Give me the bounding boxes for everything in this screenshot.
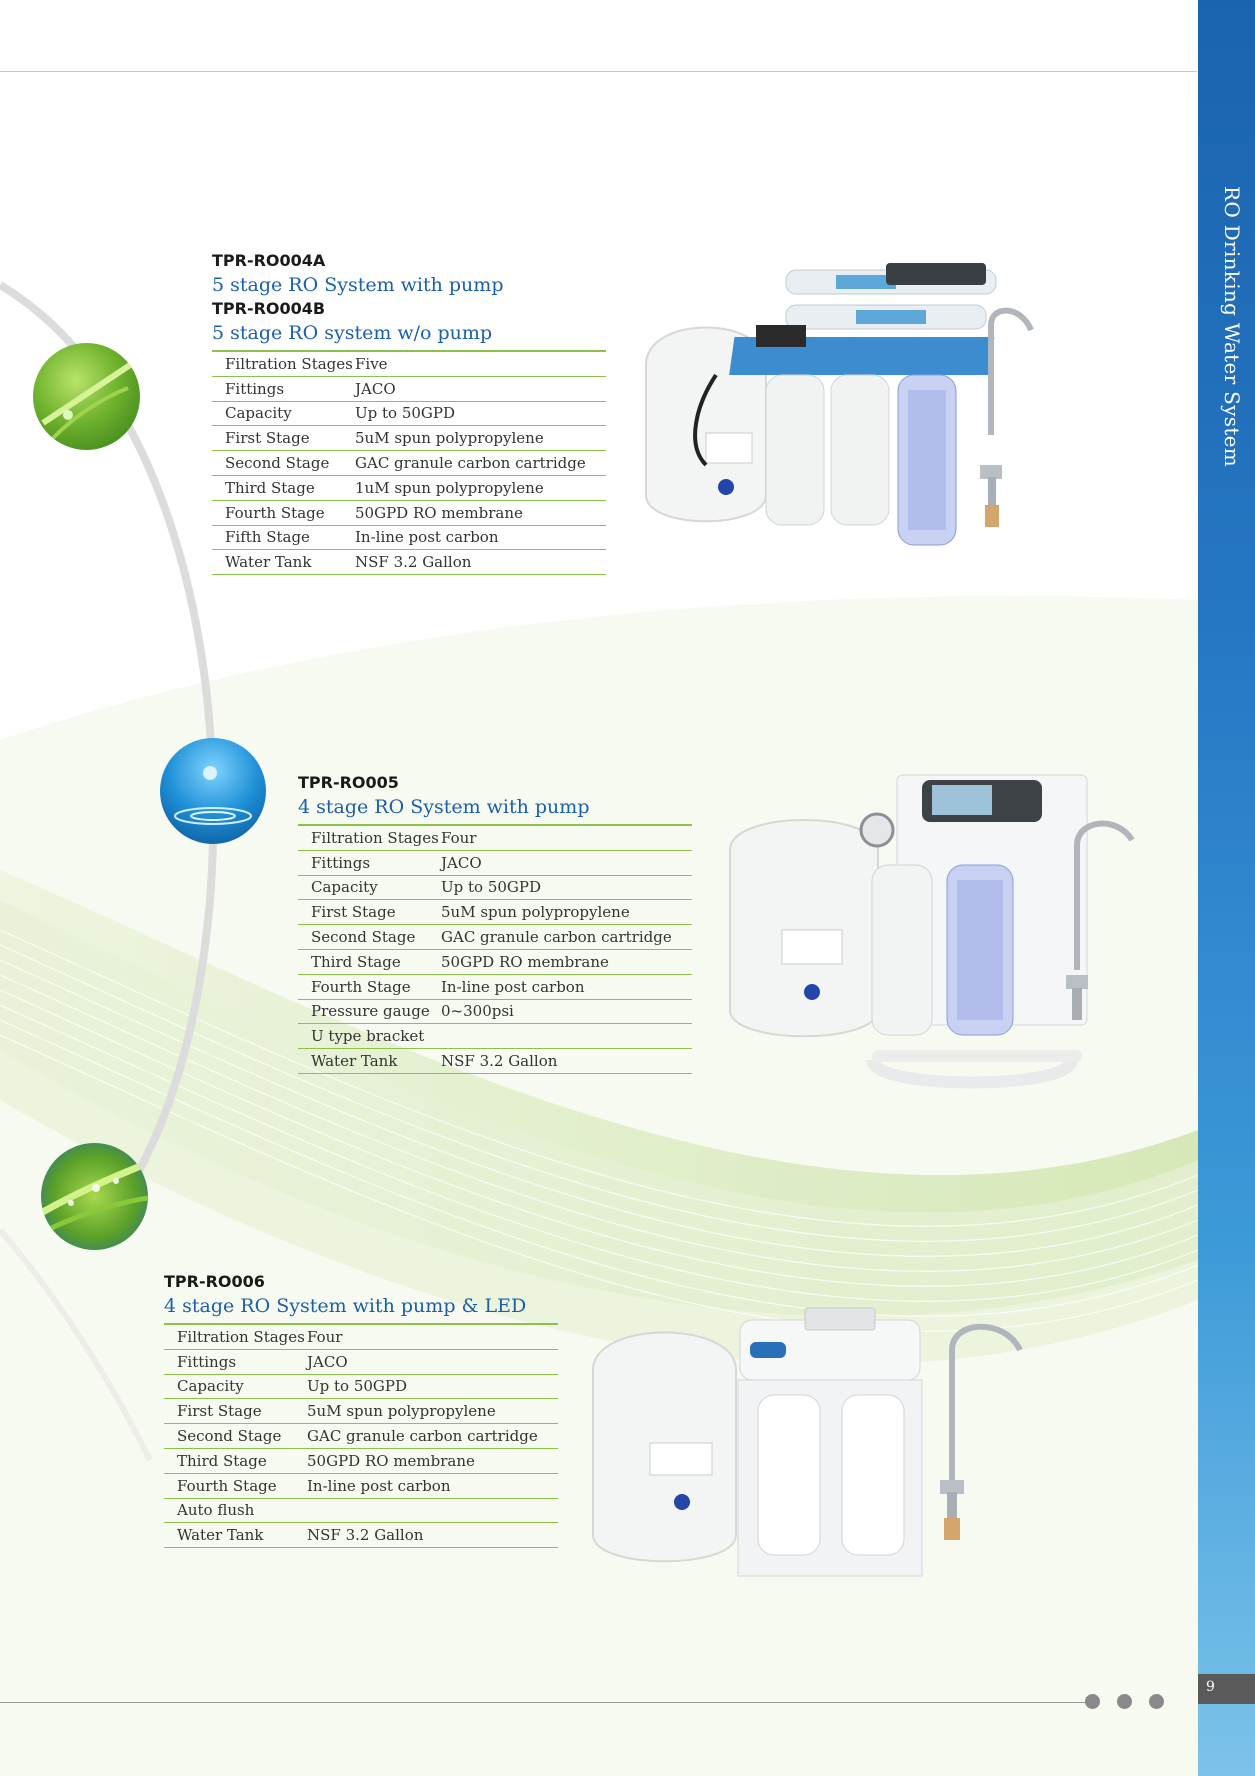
spec-label: Second Stage bbox=[225, 454, 330, 473]
spec-label: Fourth Stage bbox=[311, 977, 411, 996]
grass-dew-photo bbox=[41, 1143, 148, 1250]
spec-value: 50GPD RO membrane bbox=[355, 503, 523, 522]
spec-value: NSF 3.2 Gallon bbox=[441, 1052, 558, 1071]
spec-label: Third Stage bbox=[225, 478, 315, 497]
spec-label: Third Stage bbox=[311, 952, 401, 971]
spec-row bbox=[164, 1499, 558, 1524]
spec-value: In-line post carbon bbox=[355, 528, 499, 547]
model-description: 4 stage RO System with pump & LED bbox=[164, 1295, 527, 1317]
spec-label: Third Stage bbox=[177, 1451, 267, 1470]
spec-row bbox=[298, 1000, 692, 1025]
dot bbox=[1149, 1694, 1164, 1709]
spec-table bbox=[298, 824, 692, 1074]
spec-label: Filtration Stages bbox=[177, 1327, 305, 1346]
spec-label: Fourth Stage bbox=[225, 503, 325, 522]
spec-row bbox=[298, 1024, 692, 1049]
spec-row bbox=[164, 1325, 558, 1350]
model-description: 5 stage RO system w/o pump bbox=[212, 322, 493, 344]
spec-value: GAC granule carbon cartridge bbox=[441, 928, 672, 947]
product-ro004 bbox=[212, 250, 606, 575]
spec-row bbox=[298, 900, 692, 925]
spec-row bbox=[212, 550, 606, 575]
spec-label: First Stage bbox=[311, 903, 396, 922]
dot bbox=[1117, 1694, 1132, 1709]
spec-value: JACO bbox=[355, 379, 396, 398]
spec-value: Five bbox=[355, 354, 388, 373]
spec-row bbox=[164, 1474, 558, 1499]
spec-value: GAC granule carbon cartridge bbox=[355, 454, 586, 473]
spec-row bbox=[298, 1049, 692, 1074]
spec-label: Fittings bbox=[225, 379, 285, 398]
spec-label: U type bracket bbox=[311, 1027, 425, 1046]
spec-label: Pressure gauge bbox=[311, 1002, 430, 1021]
bottom-rule bbox=[0, 1702, 1100, 1703]
model-code: TPR-RO005 bbox=[298, 773, 399, 792]
spec-label: Water Tank bbox=[225, 553, 312, 572]
product-ro006 bbox=[164, 1271, 558, 1548]
spec-row bbox=[164, 1523, 558, 1548]
spec-value: GAC granule carbon cartridge bbox=[307, 1427, 538, 1446]
spec-label: Filtration Stages bbox=[225, 354, 353, 373]
model-description: 5 stage RO System with pump bbox=[212, 274, 504, 296]
spec-row bbox=[212, 501, 606, 526]
spec-label: Capacity bbox=[177, 1377, 244, 1396]
model-code: TPR-RO006 bbox=[164, 1272, 265, 1291]
spec-label: Second Stage bbox=[177, 1427, 282, 1446]
spec-label: Second Stage bbox=[311, 928, 416, 947]
spec-label: Water Tank bbox=[311, 1052, 398, 1071]
spec-value: Four bbox=[307, 1327, 343, 1346]
model-code: TPR-RO004B bbox=[212, 299, 326, 318]
spec-value: 5uM spun polypropylene bbox=[307, 1402, 496, 1421]
spec-value: 1uM spun polypropylene bbox=[355, 478, 544, 497]
spec-value: In-line post carbon bbox=[307, 1476, 451, 1495]
spec-table bbox=[164, 1323, 558, 1548]
top-rule bbox=[0, 71, 1197, 72]
spec-value: NSF 3.2 Gallon bbox=[355, 553, 472, 572]
spec-value: 50GPD RO membrane bbox=[441, 952, 609, 971]
spec-row bbox=[212, 377, 606, 402]
spec-label: Fittings bbox=[311, 853, 371, 872]
spec-row bbox=[212, 402, 606, 427]
spec-row bbox=[164, 1350, 558, 1375]
pagination-dots bbox=[1085, 1694, 1165, 1710]
spec-row bbox=[164, 1424, 558, 1449]
spec-value: In-line post carbon bbox=[441, 977, 585, 996]
spec-label: Capacity bbox=[311, 878, 378, 897]
ro-system-led-image bbox=[590, 1300, 1070, 1580]
spec-value: 5uM spun polypropylene bbox=[355, 429, 544, 448]
spec-row bbox=[298, 925, 692, 950]
spec-value: 0~300psi bbox=[441, 1002, 514, 1021]
spec-row bbox=[212, 451, 606, 476]
spec-label: Filtration Stages bbox=[311, 828, 439, 847]
spec-label: Fourth Stage bbox=[177, 1476, 277, 1495]
spec-row bbox=[212, 352, 606, 377]
spec-row bbox=[212, 526, 606, 551]
spec-value: NSF 3.2 Gallon bbox=[307, 1526, 424, 1545]
section-title: RO Drinking Water System bbox=[1220, 186, 1244, 468]
dot bbox=[1085, 1694, 1100, 1709]
spec-value: Up to 50GPD bbox=[307, 1377, 408, 1396]
spec-value: 50GPD RO membrane bbox=[307, 1451, 475, 1470]
spec-label: First Stage bbox=[225, 429, 310, 448]
ro-system-5-stage-image bbox=[636, 255, 1096, 565]
spec-value: Four bbox=[441, 828, 477, 847]
spec-value: Up to 50GPD bbox=[355, 404, 456, 423]
product-ro005 bbox=[298, 772, 692, 1074]
spec-row bbox=[298, 876, 692, 901]
spec-row bbox=[164, 1399, 558, 1424]
spec-label: Fittings bbox=[177, 1352, 237, 1371]
spec-value: JACO bbox=[441, 853, 482, 872]
spec-row bbox=[164, 1375, 558, 1400]
spec-label: First Stage bbox=[177, 1402, 262, 1421]
spec-value: JACO bbox=[307, 1352, 348, 1371]
spec-row bbox=[212, 426, 606, 451]
leaf-drop-photo bbox=[33, 343, 140, 450]
water-drop-photo bbox=[160, 738, 266, 844]
spec-label: Capacity bbox=[225, 404, 292, 423]
spec-label: Auto flush bbox=[177, 1501, 255, 1520]
model-code: TPR-RO004A bbox=[212, 251, 326, 270]
ro-system-4-stage-image bbox=[722, 770, 1182, 1090]
spec-row bbox=[212, 476, 606, 501]
spec-row bbox=[164, 1449, 558, 1474]
spec-value: Up to 50GPD bbox=[441, 878, 542, 897]
spec-row bbox=[298, 975, 692, 1000]
spec-row bbox=[298, 826, 692, 851]
spec-row bbox=[298, 950, 692, 975]
spec-label: Water Tank bbox=[177, 1526, 264, 1545]
spec-value: 5uM spun polypropylene bbox=[441, 903, 630, 922]
page-number: 9 bbox=[1206, 1679, 1215, 1695]
spec-label: Fifth Stage bbox=[225, 528, 310, 547]
spec-table bbox=[212, 350, 606, 575]
model-description: 4 stage RO System with pump bbox=[298, 796, 590, 818]
spec-row bbox=[298, 851, 692, 876]
